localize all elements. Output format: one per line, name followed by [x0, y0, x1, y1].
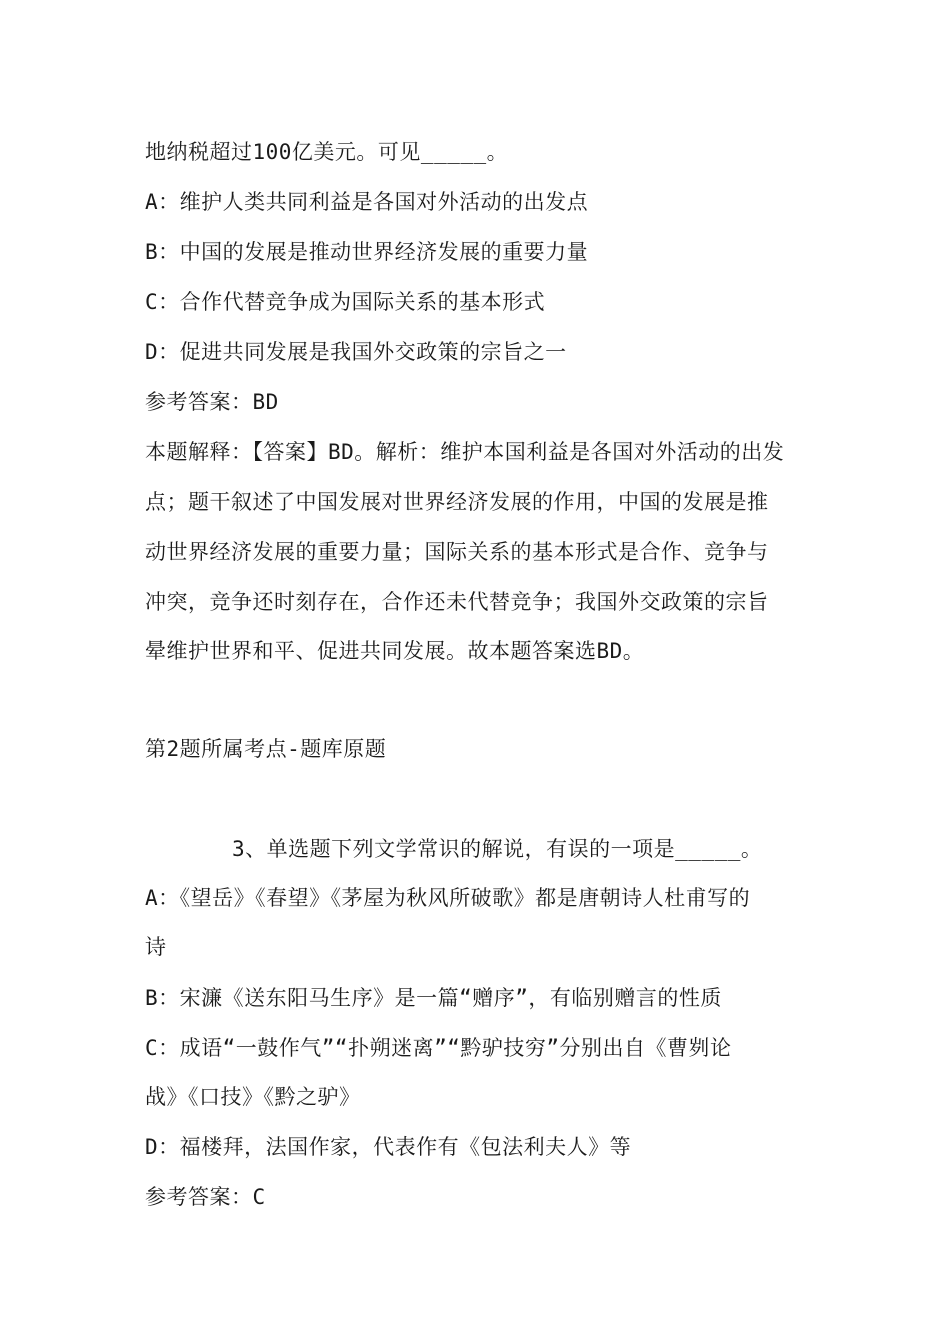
- explanation-line: 本题解释：【答案】BD。解析：维护本国利益是各国对外活动的出发: [145, 440, 785, 464]
- explanation-line: 动世界经济发展的重要力量；国际关系的基本形式是合作、竞争与: [145, 540, 769, 564]
- option-d: D：福楼拜，法国作家，代表作有《包法利夫人》等: [145, 1135, 632, 1159]
- option-a: A：《望岳》《春望》《茅屋为秋风所破歌》都是唐朝诗人杜甫写的: [145, 886, 751, 910]
- explanation-line: 冲突，竞争还时刻存在，合作还未代替竞争；我国外交政策的宗旨: [145, 590, 769, 614]
- option-d: D：促进共同发展是我国外交政策的宗旨之一: [145, 340, 567, 364]
- question-stem: 3、单选题下列文学常识的解说，有误的一项是_____。: [232, 837, 763, 861]
- option-a-continuation: 诗: [145, 935, 167, 959]
- explanation-line: 点；题干叙述了中国发展对世界经济发展的作用，中国的发展是推: [145, 490, 769, 514]
- option-c-continuation: 战》《口技》《黔之驴》: [145, 1085, 361, 1109]
- option-a: A：维护人类共同利益是各国对外活动的出发点: [145, 190, 589, 214]
- reference-answer: 参考答案：BD: [145, 390, 279, 414]
- explanation-line: 晕维护世界和平、促进共同发展。故本题答案选BD。: [145, 639, 645, 663]
- option-c: C：合作代替竞争成为国际关系的基本形式: [145, 290, 546, 314]
- question-stem-continuation: 地纳税超过100亿美元。可见_____。: [145, 140, 509, 164]
- reference-answer: 参考答案：C: [145, 1185, 266, 1209]
- option-b: B：宋濂《送东阳马生序》是一篇“赠序”，有临别赠言的性质: [145, 986, 722, 1010]
- option-c: C：成语“一鼓作气”“扑朔迷离”“黔驴技穷”分别出自《曹刿论: [145, 1036, 732, 1060]
- option-b: B：中国的发展是推动世界经济发展的重要力量: [145, 240, 589, 264]
- topic-note: 第2题所属考点-题库原题: [145, 737, 387, 761]
